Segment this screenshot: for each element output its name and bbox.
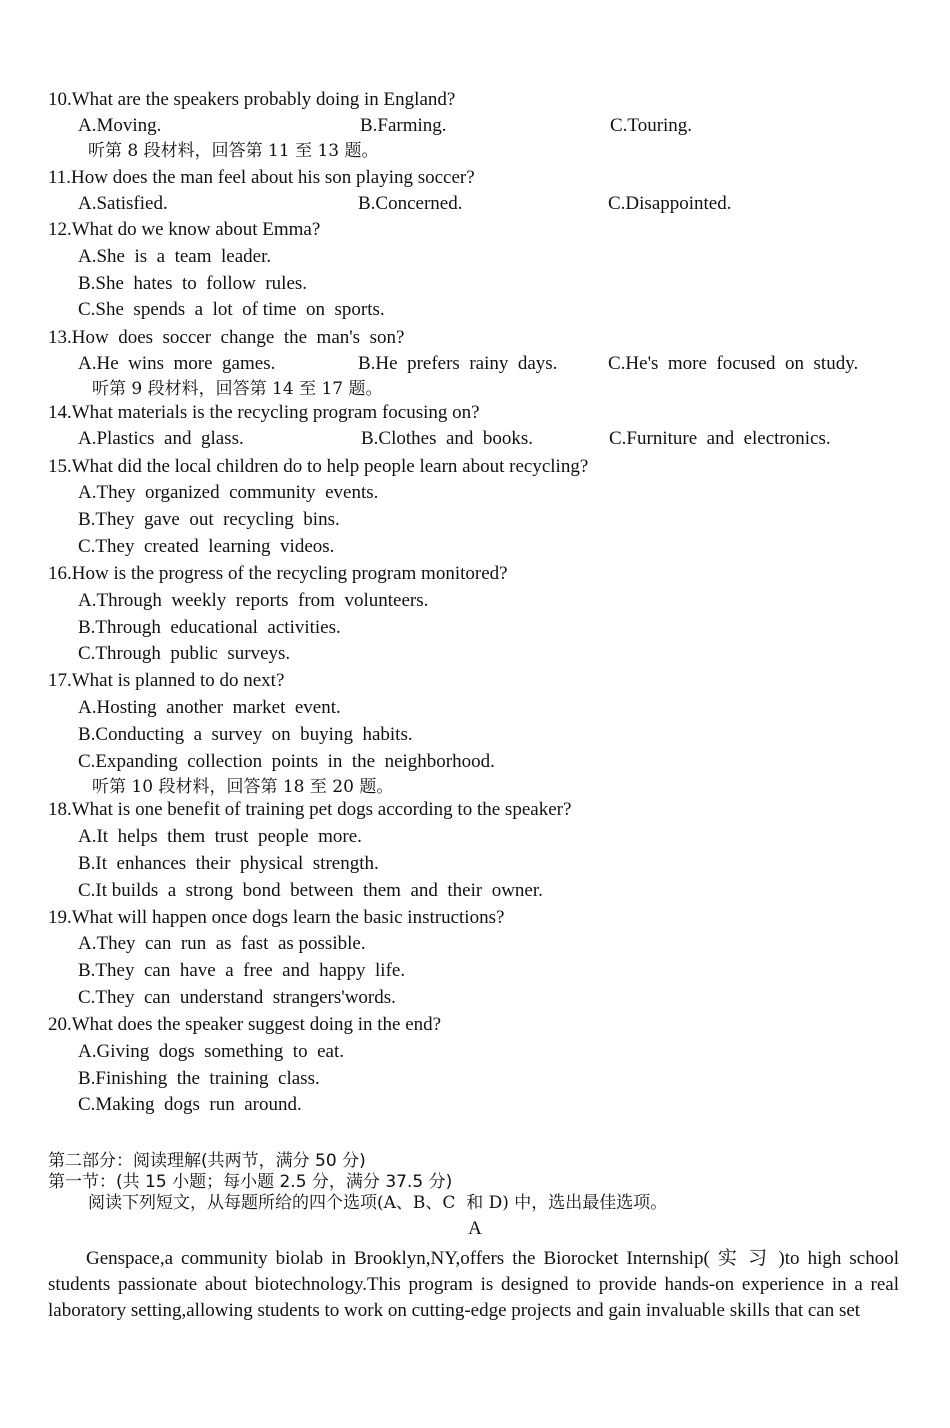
question-19-option-a: A.They can run as fast as possible. [78, 933, 366, 954]
question-12-option-a: A.She is a team leader. [78, 246, 272, 267]
question-13-option-c: C.He's more focused on study. [608, 353, 859, 374]
part-two-heading: 第二部分：阅读理解(共两节，满分 50 分) [48, 1151, 366, 1171]
question-20-option-a: A.Giving dogs something to eat. [78, 1041, 344, 1062]
question-16-option-a: A.Through weekly reports from volunteers. [78, 590, 429, 611]
question-11-stem: 11.How does the man feel about his son playing soccer? [48, 167, 475, 188]
question-18-option-b: B.It enhances their physical strength. [78, 853, 379, 874]
question-20-stem: 20.What does the speaker suggest doing in the end? [48, 1014, 442, 1035]
question-14-option-b: B.Clothes and books. [361, 428, 534, 449]
question-14-option-a: A.Plastics and glass. [78, 428, 244, 449]
section-one-heading: 第一节：(共 15 小题；每小题 2.5 分，满分 37.5 分) [48, 1172, 453, 1192]
question-11-option-c: C.Disappointed. [608, 193, 732, 214]
question-12-stem: 12.What do we know about Emma? [48, 219, 321, 240]
question-15-stem: 15.What did the local children do to help people learn about recycling? [48, 456, 589, 477]
question-15-option-b: B.They gave out recycling bins. [78, 509, 340, 530]
question-19-option-c: C.They can understand strangers'words. [78, 987, 396, 1008]
question-19-stem: 19.What will happen once dogs learn the basic instructions? [48, 907, 505, 928]
question-19-option-b: B.They can have a free and happy life. [78, 960, 406, 981]
question-18-option-a: A.It helps them trust people more. [78, 826, 362, 847]
question-16-stem: 16.How is the progress of the recycling program monitored? [48, 563, 508, 584]
question-16-option-c: C.Through public surveys. [78, 643, 291, 664]
question-14-stem: 14.What materials is the recycling program focusing on? [48, 402, 480, 423]
section-9-instruction: 听第 9 段材料，回答第 14 至 17 题。 [92, 379, 383, 399]
question-18-stem: 18.What is one benefit of training pet dogs according to the speaker? [48, 799, 572, 820]
question-10-option-c: C.Touring. [610, 115, 693, 136]
question-11-option-b: B.Concerned. [358, 193, 463, 214]
question-15-option-a: A.They organized community events. [78, 482, 379, 503]
question-12-option-c: C.She spends a lot of time on sports. [78, 299, 385, 320]
question-13-option-b: B.He prefers rainy days. [358, 353, 558, 374]
passage-a-text: Genspace,a community biolab in Brooklyn,NY,offers the Biorocket Internship( 实 习 )to high school students passionate about biotechnology.This program is designed to provide hands-on experience in a real laboratory setting,allowing students to work on cutting-edge projects and gain invaluable skills that can set [48, 1248, 899, 1321]
question-18-option-c: C.It builds a strong bond between them and their owner. [78, 880, 543, 901]
question-13-option-a: A.He wins more games. [78, 353, 276, 374]
question-17-option-a: A.Hosting another market event. [78, 697, 341, 718]
question-11-option-a: A.Satisfied. [78, 193, 168, 214]
question-20-option-b: B.Finishing the training class. [78, 1068, 320, 1089]
reading-instruction: 阅读下列短文，从每题所给的四个选项(A、B、C 和 D) 中，选出最佳选项。 [88, 1193, 668, 1213]
section-8-instruction: 听第 8 段材料，回答第 11 至 13 题。 [88, 141, 379, 161]
question-20-option-c: C.Making dogs run around. [78, 1094, 302, 1115]
passage-label: A [468, 1218, 482, 1239]
question-17-stem: 17.What is planned to do next? [48, 670, 285, 691]
question-13-stem: 13.How does soccer change the man's son? [48, 327, 405, 348]
question-10-stem: 10.What are the speakers probably doing in England? [48, 89, 456, 110]
section-10-instruction: 听第 10 段材料，回答第 18 至 20 题。 [92, 777, 394, 797]
question-12-option-b: B.She hates to follow rules. [78, 273, 308, 294]
question-15-option-c: C.They created learning videos. [78, 536, 335, 557]
question-17-option-b: B.Conducting a survey on buying habits. [78, 724, 413, 745]
question-10-option-a: A.Moving. [78, 115, 162, 136]
question-17-option-c: C.Expanding collection points in the neighborhood. [78, 751, 495, 772]
question-16-option-b: B.Through educational activities. [78, 617, 341, 638]
question-14-option-c: C.Furniture and electronics. [609, 428, 831, 449]
question-10-option-b: B.Farming. [360, 115, 447, 136]
